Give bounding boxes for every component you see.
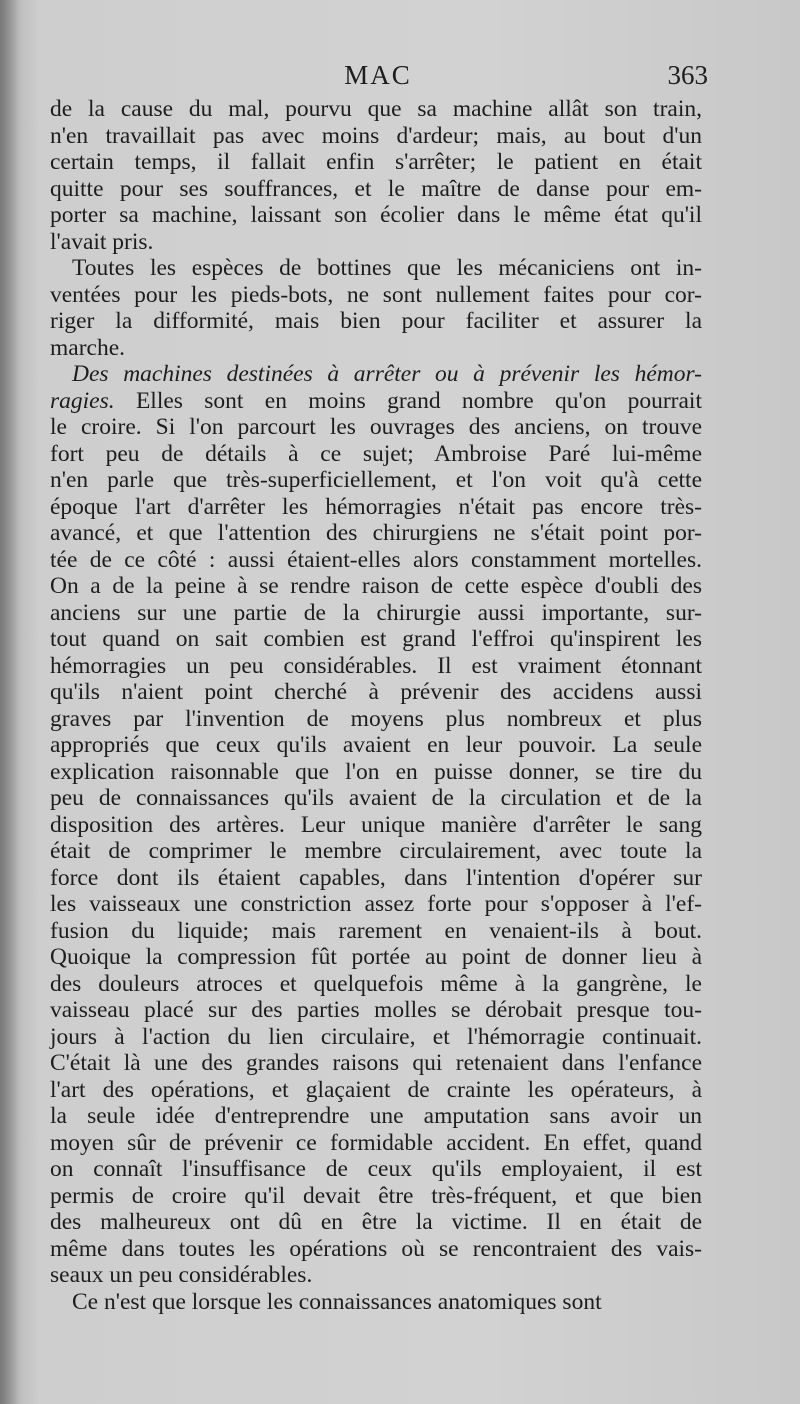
body-text (50, 96, 702, 1315)
text-line: ragies. Elles sont en moins grand nombre qu'on pourrait (50, 387, 702, 414)
text-line: hémorragies un peu considérables. Il est vraiment étonnant (50, 652, 702, 679)
text-line: ventées pour les pieds-bots, ne sont nullement faites pour cor- (50, 281, 702, 308)
text-line: l'art des opérations, et glaçaient de crainte les opérateurs, à (50, 1076, 702, 1103)
text-line: même dans toutes les opérations où se rencontraient des vais- (50, 1235, 702, 1262)
running-head: MAC (344, 60, 412, 90)
text-line: on connaît l'insuffisance de ceux qu'ils employaient, il est (50, 1156, 702, 1182)
text-line: de la cause du mal, pourvu que sa machine allât son train, (50, 96, 702, 122)
text-line: appropriés que ceux qu'ils avaient en leur pouvoir. La seule (50, 732, 702, 758)
text-line: avancé, et que l'attention des chirurgiens ne s'était point por- (50, 520, 702, 546)
text-line: explication raisonnable que l'on en puisse donner, se tire du (50, 758, 702, 785)
text-line: l'avait pris. (50, 228, 154, 255)
page-number: 363 (667, 60, 708, 90)
text-line: porter sa machine, laissant son écolier dans le même état qu'il (50, 202, 702, 228)
text-line: tée de ce côté : aussi étaient-elles alors constamment mortelles. (50, 546, 702, 573)
text-line: les vaisseaux une constriction assez forte pour s'opposer à l'ef- (50, 891, 702, 917)
text-line: Ce n'est que lorsque les connaissances anatomiques sont (72, 1288, 602, 1315)
text-line: n'en travaillait pas avec moins d'ardeur; mais, au bout d'un (50, 122, 702, 149)
text-line: anciens sur une partie de la chirurgie aussi importante, sur- (50, 599, 702, 626)
text-line: quitte pour ses souffrances, et le maître de danse pour em- (50, 175, 702, 202)
text-line: des douleurs atroces et quelquefois même à la gangrène, le (50, 970, 702, 997)
paragraph (50, 96, 702, 255)
page-header (48, 60, 708, 96)
text-line (50, 361, 702, 388)
text-line: C'était là une des grandes raisons qui retenaient dans l'enfance (50, 1050, 702, 1076)
section-heading-cont: ragies. (50, 387, 115, 414)
text-line: riger la difformité, mais bien pour faciliter et assurer la (50, 308, 702, 334)
text-line: des malheureux ont dû en être la victime. Il en était de (50, 1209, 702, 1235)
paragraph (50, 1289, 702, 1316)
text-line: Toutes les espèces de bottines que les mécaniciens ont in- (72, 255, 702, 281)
text-line: vaisseau placé sur des parties molles se dérobait presque tou- (50, 997, 702, 1023)
text-line: certain temps, il fallait enfin s'arrêter; le patient en était (50, 149, 702, 175)
paragraph (50, 361, 702, 1289)
text-line: la seule idée d'entreprendre une amputation sans avoir un (50, 1103, 702, 1129)
text-line: graves par l'invention de moyens plus nombreux et plus (50, 705, 702, 732)
text-line: Quoique la compression fût portée au point de donner lieu à (50, 944, 702, 970)
text-line: fusion du liquide; mais rarement en venaient-ils à bout. (50, 917, 702, 944)
text-line: époque l'art d'arrêter les hémorragies n'était pas encore très- (50, 493, 702, 520)
text-line: le croire. Si l'on parcourt les ouvrages des anciens, on trouve (50, 414, 702, 440)
text-line: seaux un peu considérables. (50, 1262, 313, 1288)
text-line: fort peu de détails à ce sujet; Ambroise Paré lui-même (50, 440, 702, 467)
section-heading: Des machines destinées à arrêter ou à prévenir les hémor- (72, 361, 702, 387)
text-line: marche. (50, 334, 126, 361)
text-line: moyen sûr de prévenir ce formidable accident. En effet, quand (50, 1129, 702, 1156)
text-line: était de comprimer le membre circulairement, avec toute la (50, 838, 702, 864)
text-line: permis de croire qu'il devait être très-fréquent, et que bien (50, 1182, 702, 1209)
text-line: On a de la peine à se rendre raison de cette espèce d'oubli des (50, 573, 702, 599)
text-line: force dont ils étaient capables, dans l'intention d'opérer sur (50, 864, 702, 891)
text-line: tout quand on sait combien est grand l'effroi qu'inspirent les (50, 626, 702, 652)
paragraph (50, 255, 702, 361)
text-line: jours à l'action du lien circulaire, et l'hémorragie continuait. (50, 1023, 702, 1050)
text-line: n'en parle que très-superficiellement, et l'on voit qu'à cette (50, 467, 702, 493)
text-line: disposition des artères. Leur unique manière d'arrêter le sang (50, 811, 702, 838)
text-line: peu de connaissances qu'ils avaient de la circulation et de la (50, 785, 702, 811)
text-line: qu'ils n'aient point cherché à prévenir des accidens aussi (50, 679, 702, 705)
